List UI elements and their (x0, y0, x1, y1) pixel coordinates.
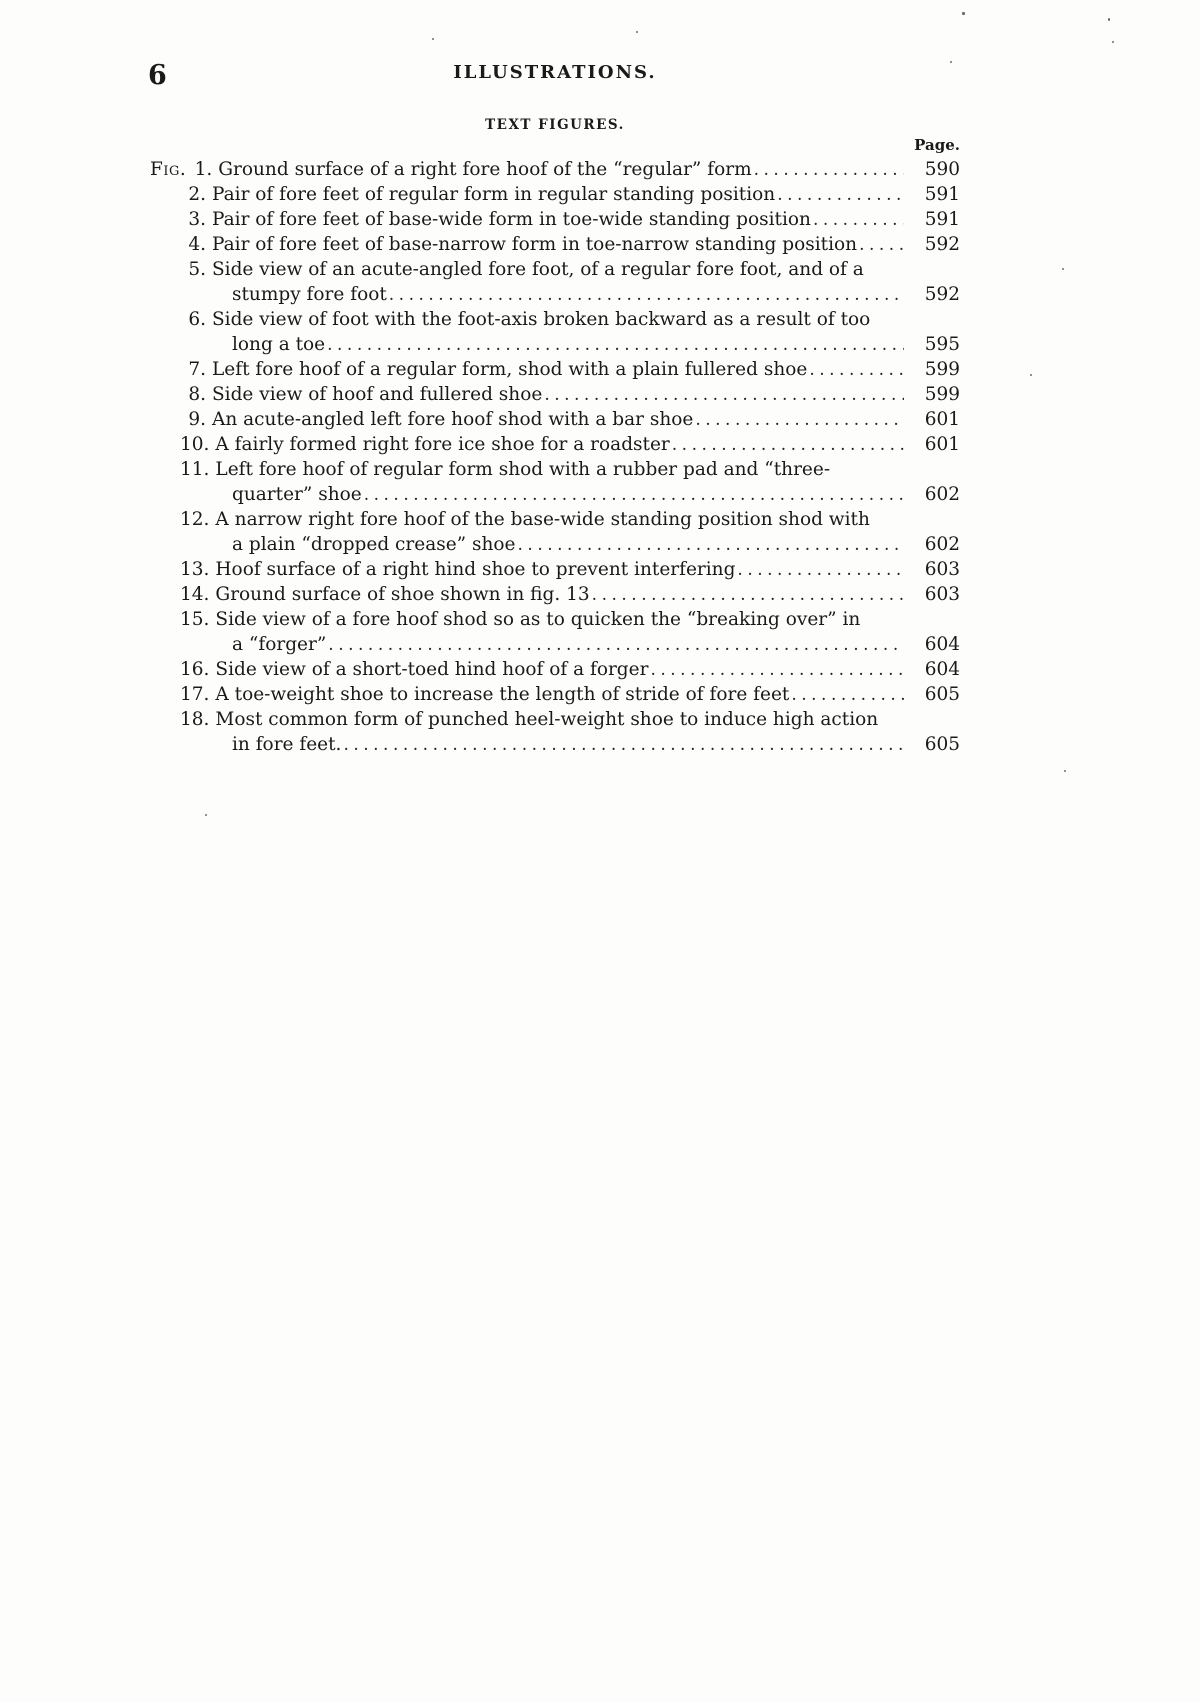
figure-caption: Ground surface of a right fore hoof of the “regular” form (218, 159, 752, 180)
figure-number: 8. (188, 384, 206, 405)
figure-number: 11. (180, 459, 210, 480)
figure-caption: quarter” shoe (232, 484, 362, 505)
figure-caption: Pair of fore feet of base-narrow form in toe-narrow standing position (212, 234, 858, 255)
dot-leader (737, 557, 904, 583)
figure-caption: Side view of foot with the foot-axis broken backward as a result of too (212, 309, 871, 330)
figure-page-number: 605 (924, 734, 960, 755)
figure-entry-line (150, 307, 960, 332)
figure-page-number: 592 (924, 234, 960, 255)
figure-number: 9. (188, 409, 206, 430)
page-folio-number: 6 (148, 60, 168, 91)
figure-caption: A narrow right fore hoof of the base-wide standing position shod with (215, 509, 870, 530)
figure-caption: long a toe (232, 334, 326, 355)
figure-page-number: 599 (924, 384, 960, 405)
figure-number: 16. (180, 659, 210, 680)
dot-leader (777, 182, 904, 208)
figure-caption: A toe-weight shoe to increase the length of stride of fore feet (215, 684, 790, 705)
scan-speck (432, 38, 434, 40)
figure-number: 18. (180, 709, 210, 730)
scan-speck (636, 31, 638, 33)
figure-entry-line (150, 357, 960, 382)
dot-leader (813, 207, 904, 233)
scan-speck (1108, 18, 1110, 21)
figure-number: 5. (188, 259, 206, 280)
figure-caption: Ground surface of shoe shown in fig. 13 (215, 584, 590, 605)
figure-number: 15. (180, 609, 210, 630)
figure-page-number: 590 (924, 159, 960, 180)
figure-number: 2. (188, 184, 206, 205)
figure-caption: Side view of a fore hoof shod so as to quicken the “breaking over” in (215, 609, 861, 630)
figure-entry-line (150, 207, 960, 232)
figure-page-number: 602 (924, 484, 960, 505)
figure-entry-line (150, 382, 960, 407)
dot-leader (859, 232, 904, 258)
scan-speck (1112, 41, 1114, 43)
figure-entry-line (150, 457, 960, 482)
figure-number: 13. (180, 559, 210, 580)
figure-entry-line (150, 532, 960, 557)
dot-leader (327, 332, 904, 358)
figure-entry-line (150, 482, 960, 507)
figure-entry-line (150, 407, 960, 432)
fig-label: Fig. (150, 159, 187, 180)
figure-caption: Left fore hoof of a regular form, shod with a plain fullered shoe (212, 359, 808, 380)
figure-number: 14. (180, 584, 210, 605)
dot-leader (809, 357, 904, 383)
figure-entry-line (150, 432, 960, 457)
scan-speck (1064, 770, 1066, 772)
figure-page-number: 602 (924, 534, 960, 555)
figure-caption: Left fore hoof of regular form shod with a rubber pad and “three- (215, 459, 831, 480)
dot-leader (328, 632, 904, 658)
figure-page-number: 601 (924, 409, 960, 430)
dot-leader (592, 582, 904, 608)
figure-entry-line (150, 157, 960, 182)
figure-number: 4. (188, 234, 206, 255)
figure-page-number: 591 (924, 209, 960, 230)
figure-entry-line (150, 232, 960, 257)
figure-list (150, 157, 960, 757)
dot-leader (672, 432, 904, 458)
page-column-label: Page. (914, 136, 960, 154)
figure-caption: a “forger” (232, 634, 327, 655)
figure-entry-line (150, 557, 960, 582)
scan-speck (1062, 268, 1064, 270)
figure-entry-line (150, 707, 960, 732)
dot-leader (343, 732, 904, 758)
figure-entry-line (150, 582, 960, 607)
figure-entry-line (150, 282, 960, 307)
dot-leader (389, 282, 904, 308)
figure-page-number: 591 (924, 184, 960, 205)
figure-caption: in fore feet. (232, 734, 342, 755)
scan-speck (205, 814, 207, 816)
section-title: TEXT FIGURES. (485, 117, 625, 133)
figure-caption: Pair of fore feet of regular form in regular standing position (212, 184, 776, 205)
figure-number: 10. (180, 434, 210, 455)
figure-page-number: 599 (924, 359, 960, 380)
figure-caption: Side view of hoof and fullered shoe (212, 384, 543, 405)
figure-number: 3. (188, 209, 206, 230)
figure-entry-line (150, 332, 960, 357)
figure-caption: Side view of an acute-angled fore foot, of a regular fore foot, and of a (212, 259, 864, 280)
dot-leader (364, 482, 904, 508)
figure-entry-line (150, 607, 960, 632)
figure-entry-line (150, 507, 960, 532)
figure-caption: stumpy fore foot (232, 284, 387, 305)
figure-page-number: 604 (924, 659, 960, 680)
figure-caption: Pair of fore feet of base-wide form in toe-wide standing position (212, 209, 811, 230)
figure-page-number: 605 (924, 684, 960, 705)
figure-number: 1. (194, 159, 213, 180)
figure-entry-line (150, 257, 960, 282)
figure-entry-line (150, 682, 960, 707)
dot-leader (650, 657, 904, 683)
figure-caption: Most common form of punched heel-weight shoe to induce high action (215, 709, 879, 730)
figure-page-number: 604 (924, 634, 960, 655)
dot-leader (791, 682, 904, 708)
figure-page-number: 592 (924, 284, 960, 305)
figure-entry-line (150, 182, 960, 207)
figure-entry-line (150, 732, 960, 757)
figure-page-number: 603 (924, 584, 960, 605)
figure-number: 12. (180, 509, 210, 530)
figure-number: 6. (188, 309, 206, 330)
figure-caption: An acute-angled left fore hoof shod with a bar shoe (212, 409, 694, 430)
figure-page-number: 595 (924, 334, 960, 355)
dot-leader (695, 407, 904, 433)
figure-entry-line (150, 657, 960, 682)
dot-leader (754, 157, 904, 183)
figure-entry-line (150, 632, 960, 657)
figure-caption: Side view of a short-toed hind hoof of a forger (215, 659, 649, 680)
figure-page-number: 601 (924, 434, 960, 455)
figure-number: 7. (188, 359, 206, 380)
figure-caption: A fairly formed right fore ice shoe for a roadster (215, 434, 670, 455)
page-title: ILLUSTRATIONS. (453, 62, 657, 83)
dot-leader (518, 532, 904, 558)
figure-caption: Hoof surface of a right hind shoe to prevent interfering (215, 559, 736, 580)
figure-number: 17. (180, 684, 210, 705)
dot-leader (544, 382, 904, 408)
scan-speck (950, 61, 952, 63)
scan-speck (962, 12, 965, 15)
figure-page-number: 603 (924, 559, 960, 580)
scan-speck (1030, 374, 1032, 376)
figure-caption: a plain “dropped crease” shoe (232, 534, 516, 555)
